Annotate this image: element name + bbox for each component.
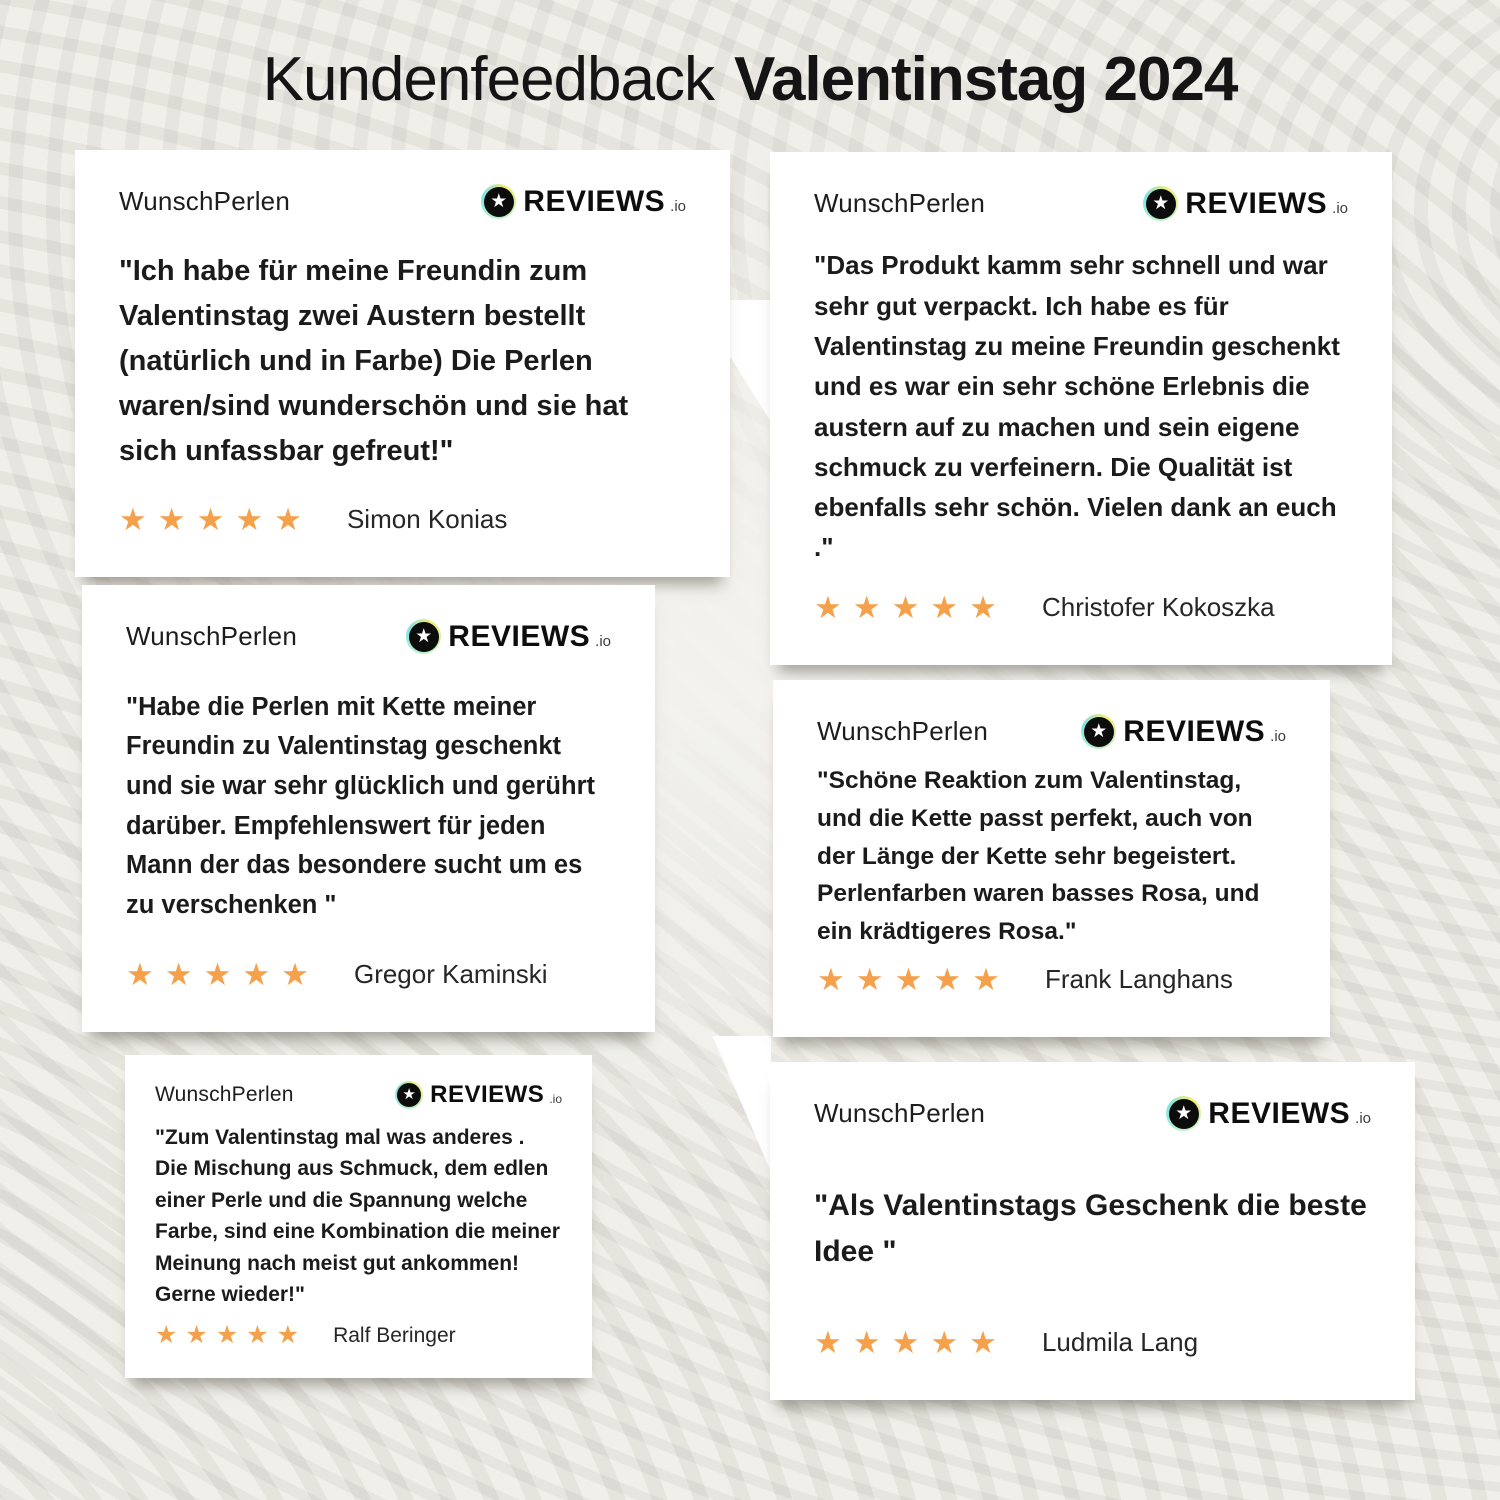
page-title — [0, 44, 1500, 115]
card-footer — [126, 959, 611, 990]
testimonial-card — [125, 1055, 592, 1378]
review-text: "Das Produkt kamm sehr schnell und war sehr gut verpackt. Ich habe es für Valentinstag zu meine Freundin geschenkt und es war ein sehr schöne Erlebnis die austern auf zu machen und sein eigene schmuck zu verfeinern. Die Qualität ist ebenfalls sehr schön. Vielen dank an euch ." — [814, 250, 1340, 563]
reviews-logo-suffix: .io — [1355, 1110, 1371, 1127]
reviews-io-logo — [395, 1081, 562, 1109]
card-footer — [155, 1323, 562, 1348]
testimonial-card — [82, 585, 655, 1032]
reviews-logo-suffix: .io — [595, 633, 611, 650]
card-footer — [119, 504, 686, 535]
reviews-logo-star-icon: ★ — [1146, 189, 1176, 219]
reviews-logo-text: REVIEWS — [448, 619, 591, 653]
star-rating-icons: ★★★★★ — [155, 1321, 308, 1349]
reviews-logo-suffix: .io — [670, 198, 686, 215]
brand-name: WunschPerlen — [155, 1083, 294, 1106]
reviews-io-logo — [1081, 714, 1286, 749]
reviewer-name: Simon Konias — [346, 504, 508, 534]
brand-name: WunschPerlen — [119, 186, 291, 216]
review-text: "Schöne Reaktion zum Valentinstag, und die Kette passt perfekt, auch von der Länge der Kette sehr begeistert. Perlenfarben waren basses Rosa, und ein krädtigeres Rosa." — [817, 766, 1260, 946]
testimonial-card — [75, 150, 730, 577]
reviews-io-logo — [1166, 1096, 1371, 1131]
card-header — [814, 1096, 1371, 1131]
star-rating-icons: ★★★★★ — [126, 957, 320, 992]
reviews-io-logo — [406, 619, 611, 654]
page-title-bold: Valentinstag 2024 — [734, 45, 1238, 114]
reviewer-name: Christofer Kokoszka — [1041, 592, 1275, 622]
reviews-logo-badge — [1143, 186, 1178, 221]
reviews-logo-badge — [1081, 714, 1116, 749]
reviews-logo-text: REVIEWS — [523, 184, 666, 218]
reviews-io-logo — [1143, 186, 1348, 221]
testimonial-card — [770, 1062, 1415, 1400]
brand-name: WunschPerlen — [814, 1098, 986, 1128]
card-footer — [817, 964, 1286, 995]
card-header — [814, 186, 1348, 221]
reviews-logo-star-icon: ★ — [1169, 1099, 1199, 1129]
reviewer-name: Gregor Kaminski — [353, 959, 548, 989]
reviews-logo-text: REVIEWS — [1208, 1096, 1351, 1130]
card-header — [155, 1081, 562, 1109]
reviews-logo-star-icon: ★ — [1084, 717, 1114, 747]
review-text: "Zum Valentinstag mal was anderes . Die Mischung aus Schmuck, dem edlen einer Perle und die Spannung welche Farbe, sind eine Kombination die meiner Meinung nach meist gut ankommen! Gerne wieder!" — [155, 1125, 560, 1306]
brand-name: WunschPerlen — [814, 188, 986, 218]
brand-name: WunschPerlen — [126, 621, 298, 651]
page-title-regular: Kundenfeedback — [262, 45, 715, 114]
reviewer-name: Ludmila Lang — [1041, 1327, 1199, 1357]
testimonial-card — [770, 152, 1392, 665]
speech-tail — [706, 1036, 771, 1172]
reviews-logo-text: REVIEWS — [1185, 186, 1328, 220]
reviews-logo-badge — [481, 184, 516, 219]
reviews-logo-badge — [395, 1081, 423, 1109]
reviews-io-logo — [481, 184, 686, 219]
review-text: "Habe die Perlen mit Kette meiner Freundin zu Valentinstag geschenkt und sie war sehr glücklich und gerührt darüber. Empfehlenswert für jeden Mann der das besondere sucht um es zu verschenken " — [126, 692, 595, 919]
review-text: "Ich habe für meine Freundin zum Valentinstag zwei Austern bestellt (natürlich und in Farbe) Die Perlen waren/sind wunderschön und sie hat sich unfassbar gefreut!" — [119, 255, 629, 467]
card-header — [126, 619, 611, 654]
testimonial-card — [773, 680, 1330, 1037]
star-rating-icons: ★★★★★ — [119, 502, 313, 537]
reviews-logo-badge — [406, 619, 441, 654]
reviews-logo-suffix: .io — [549, 1092, 562, 1106]
reviews-logo-star-icon: ★ — [484, 187, 514, 217]
reviewer-name: Frank Langhans — [1044, 964, 1233, 994]
card-footer — [814, 592, 1348, 623]
reviews-logo-text: REVIEWS — [430, 1081, 545, 1108]
reviews-logo-text: REVIEWS — [1123, 714, 1266, 748]
reviews-logo-star-icon: ★ — [409, 622, 439, 652]
card-header — [119, 184, 686, 219]
reviews-logo-suffix: .io — [1270, 728, 1286, 745]
card-header — [817, 714, 1286, 749]
review-text: "Als Valentinstags Geschenk die beste Idee " — [814, 1188, 1367, 1268]
brand-name: WunschPerlen — [817, 716, 989, 746]
reviews-logo-badge — [1166, 1096, 1201, 1131]
reviews-logo-suffix: .io — [1332, 200, 1348, 217]
card-footer — [814, 1327, 1371, 1358]
star-rating-icons: ★★★★★ — [814, 590, 1008, 625]
reviews-logo-star-icon: ★ — [397, 1083, 421, 1107]
star-rating-icons: ★★★★★ — [817, 962, 1011, 997]
star-rating-icons: ★★★★★ — [814, 1325, 1008, 1360]
reviewer-name: Ralf Beringer — [333, 1323, 456, 1347]
